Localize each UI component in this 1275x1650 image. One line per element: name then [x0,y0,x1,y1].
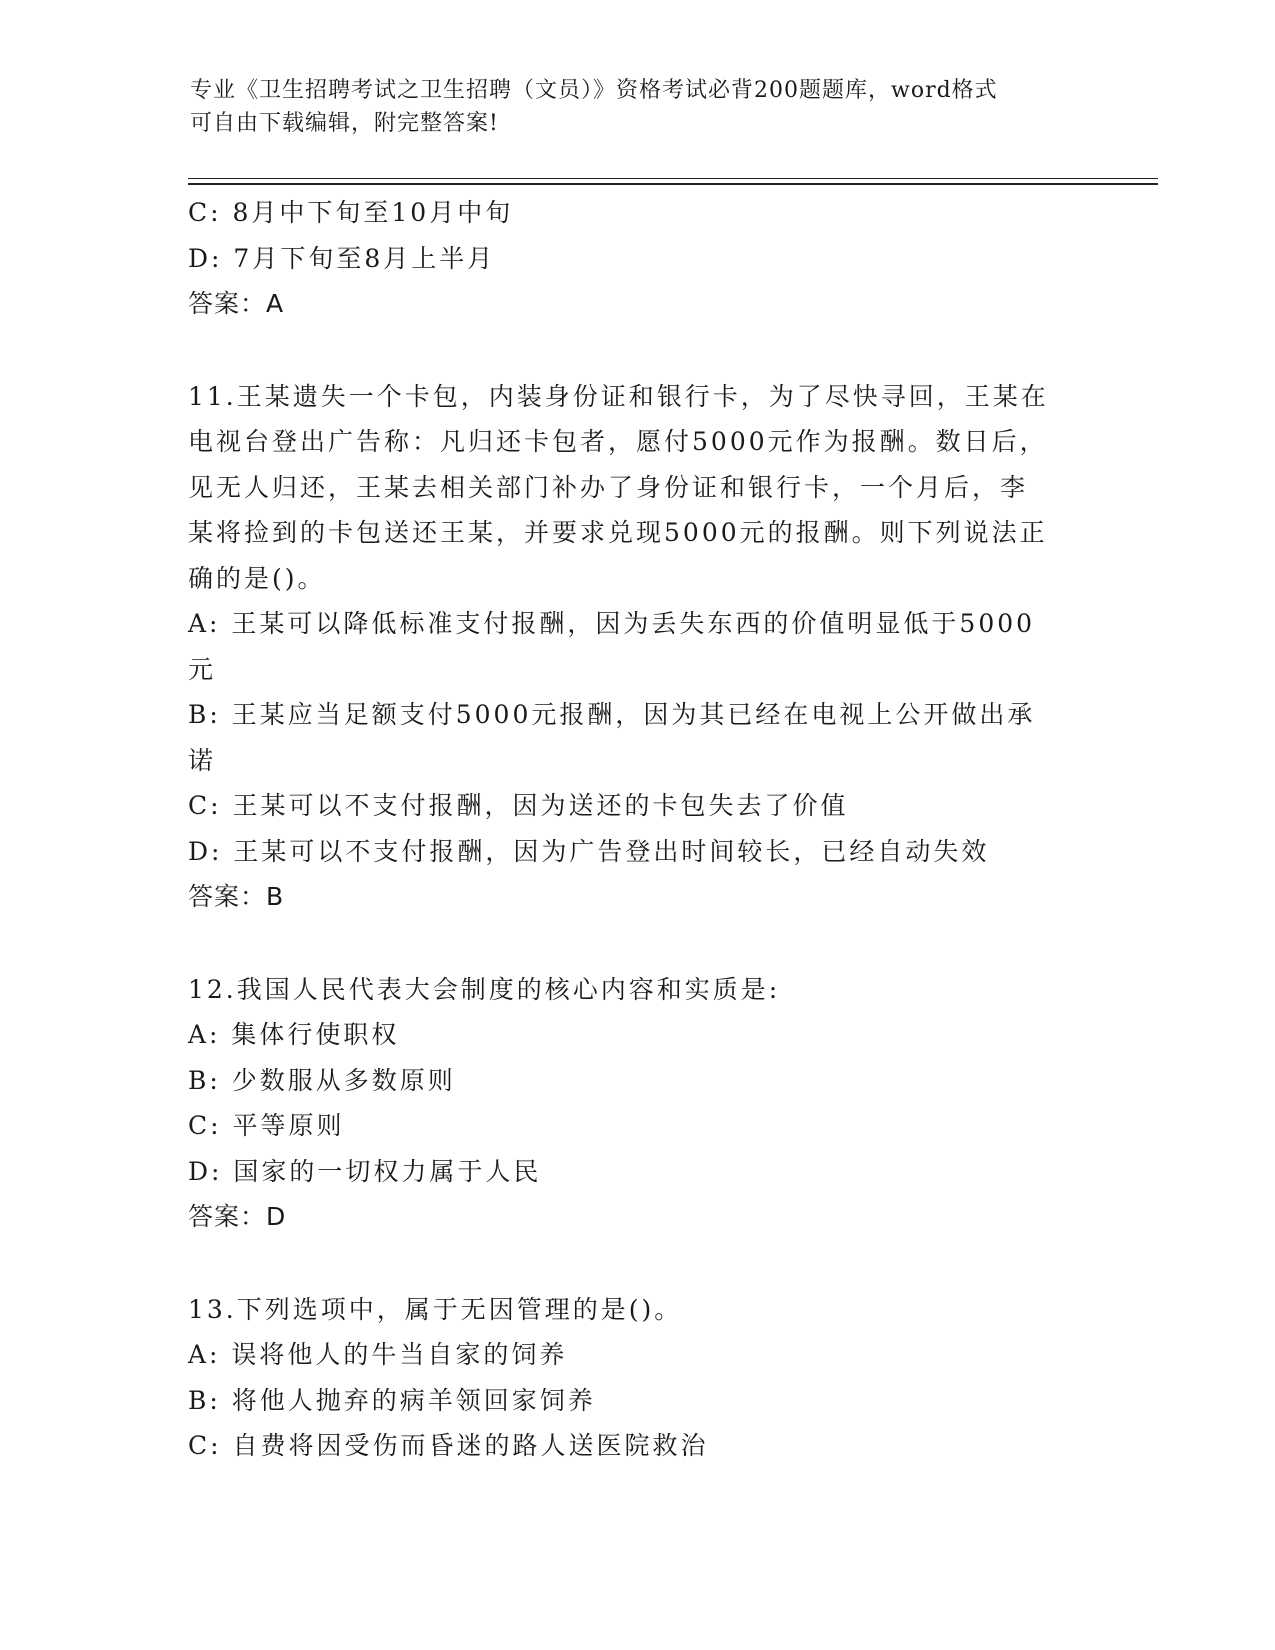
question-text: 某将捡到的卡包送还王某，并要求兑现5000元的报酬。则下列说法正 [188,518,1048,547]
question-text: 13.下列选项中，属于无因管理的是()。 [188,1294,683,1324]
option-line: 诺 [188,745,217,775]
question-text: 12.我国人民代表大会制度的核心内容和实质是: [188,974,781,1004]
header-rule-thin [188,178,1158,179]
option-line: 元 [188,654,217,684]
question-text: 11.王某遗失一个卡包，内装身份证和银行卡，为了尽快寻回，王某在 [188,381,1049,411]
document-header [190,74,1090,140]
option-line: D: 7月下旬至8月上半月 [188,243,496,273]
option-line: B: 少数服从多数原则 [188,1065,456,1095]
option-line: A: 误将他人的牛当自家的饲养 [188,1340,568,1369]
header-rule-thick [188,183,1158,185]
option-line: D: 国家的一切权力属于人民 [188,1156,542,1186]
question-block [188,1287,1088,1469]
option-line: A: 王某可以降低标准支付报酬，因为丢失东西的价值明显低于5000 [188,609,1036,638]
answer-line: 答案：B [188,882,285,911]
option-line: C: 自费将因受伤而昏迷的路人送医院救治 [188,1431,709,1460]
question-block [188,374,1088,920]
answer-line: 答案：A [188,289,285,318]
option-line: A: 集体行使职权 [188,1020,400,1049]
header-line-1: 专业《卫生招聘考试之卫生招聘（文员）》资格考试必背200题题库，word格式 [190,78,998,103]
option-line: C: 王某可以不支付报酬，因为送还的卡包失去了价值 [188,791,849,820]
question-text: 电视台登出广告称：凡归还卡包者，愿付5000元作为报酬。数日后， [188,427,1048,456]
question-block [188,190,1088,327]
question-content [188,190,1088,1469]
option-line: D: 王某可以不支付报酬，因为广告登出时间较长，已经自动失效 [188,836,990,866]
question-block [188,967,1088,1240]
option-line: C: 平等原则 [188,1111,345,1140]
question-text: 确的是()。 [188,563,326,593]
option-line: B: 将他人抛弃的病羊领回家饲养 [188,1385,596,1415]
option-line: B: 王某应当足额支付5000元报酬，因为其已经在电视上公开做出承 [188,700,1036,729]
question-text: 见无人归还，王某去相关部门补办了身份证和银行卡，一个月后，李 [188,472,1029,502]
option-line: C: 8月中下旬至10月中旬 [188,198,514,227]
header-line-2: 可自由下载编辑，附完整答案! [190,111,499,136]
answer-line: 答案：D [188,1202,287,1231]
